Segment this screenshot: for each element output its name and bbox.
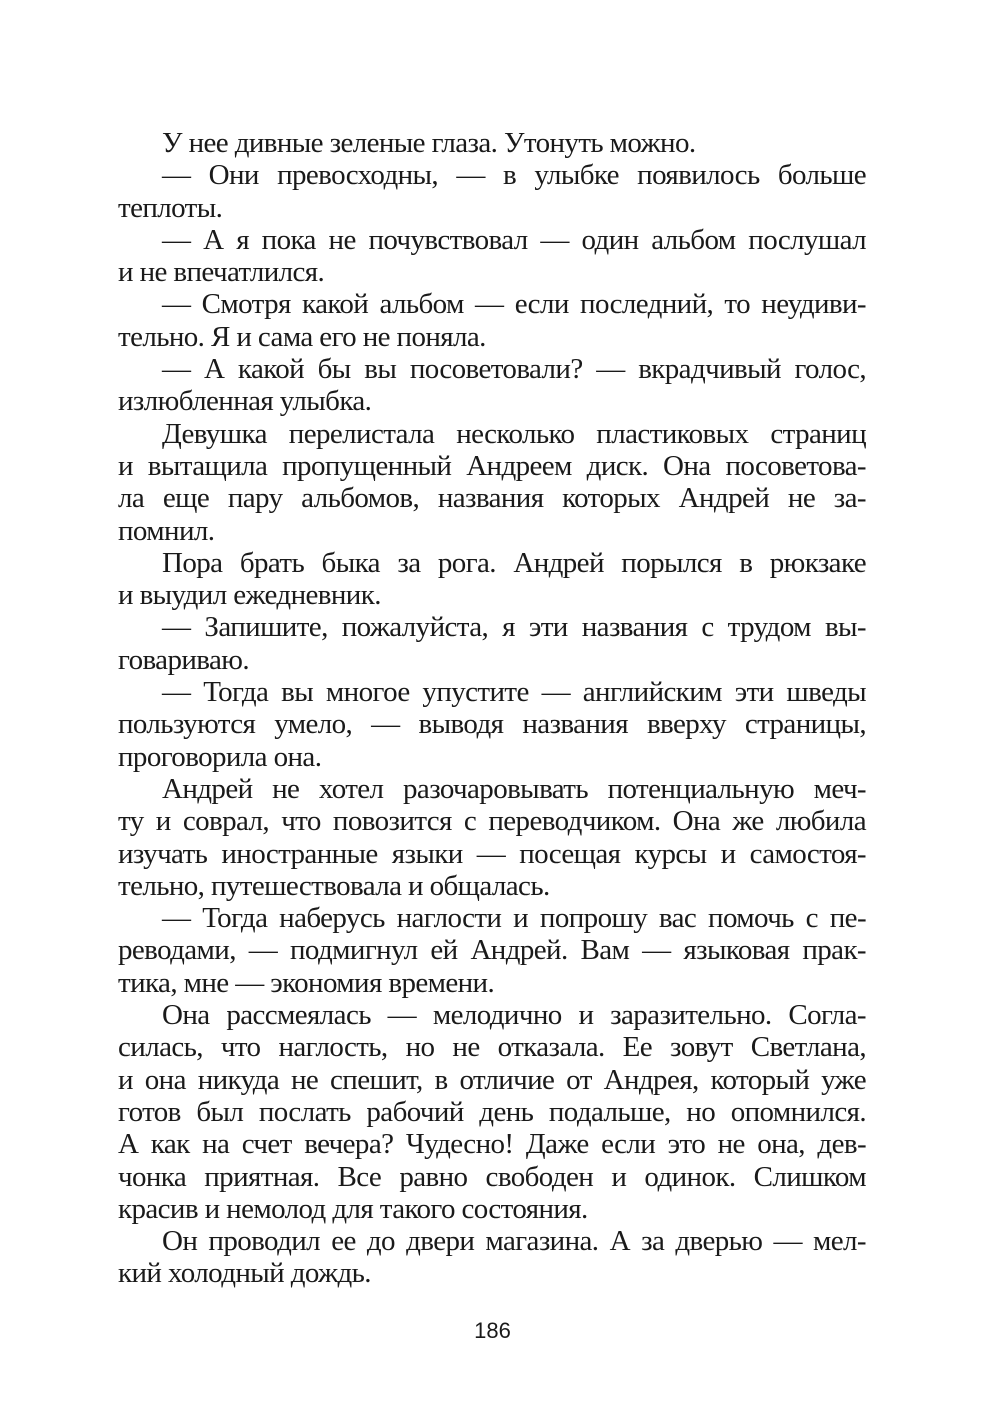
- text-line: Девушка перелистала несколько пластиковых страниц: [162, 417, 866, 450]
- text-line: ту и соврал, что повозится с переводчиком. Она же любила: [118, 805, 866, 838]
- body-text: [118, 127, 866, 1290]
- text-line: пользуются умело, — выводя названия вверху страницы,: [118, 708, 866, 741]
- text-line: тика, мне — экономия времени.: [118, 966, 495, 999]
- text-line: — Тогда наберусь наглости и попрошу вас помочь с пе-: [162, 902, 866, 935]
- text-line: — Запишите, пожалуйста, я эти названия с трудом вы-: [162, 611, 866, 644]
- text-line: А как на счет вечера? Чудесно! Даже если это не она, дев-: [118, 1128, 866, 1161]
- text-line: — Они превосходны, — в улыбке появилось больше: [162, 159, 866, 192]
- text-line: — А какой бы вы посоветовали? — вкрадчивый голос,: [162, 353, 866, 386]
- text-line: кий холодный дождь.: [118, 1257, 371, 1290]
- text-line: У нее дивные зеленые глаза. Утонуть можно.: [162, 127, 696, 159]
- text-line: говариваю.: [118, 643, 249, 676]
- text-line: изучать иностранные языки — посещая курсы и самостоя-: [118, 837, 866, 870]
- text-line: Андрей не хотел разочаровывать потенциальную меч-: [162, 772, 866, 805]
- text-line: силась, что наглость, но не отказала. Ее зовут Светлана,: [118, 1031, 866, 1064]
- text-line: красив и немолод для такого состояния.: [118, 1192, 588, 1225]
- text-line: и не впечатлился.: [118, 256, 325, 289]
- text-line: тельно. Я и сама его не поняла.: [118, 320, 486, 353]
- text-line: реводами, — подмигнул ей Андрей. Вам — языковая прак-: [118, 934, 866, 967]
- text-line: и вытащила пропущенный Андреем диск. Она посоветова-: [118, 449, 866, 482]
- text-line: и она никуда не спешит, в отличие от Андрея, который уже: [118, 1063, 866, 1096]
- text-line: — А я пока не почувствовал — один альбом послушал: [162, 223, 866, 256]
- text-line: проговорила она.: [118, 740, 322, 773]
- text-line: ла еще пару альбомов, названия которых Андрей не за-: [118, 482, 866, 515]
- text-line: излюбленная улыбка.: [118, 385, 372, 418]
- text-line: — Смотря какой альбом — если последний, то неудиви-: [162, 288, 866, 321]
- text-line: Пора брать быка за рога. Андрей порылся в рюкзаке: [162, 546, 866, 579]
- text-line: помнил.: [118, 514, 215, 547]
- text-line: тельно, путешествовала и общалась.: [118, 869, 550, 902]
- text-line: Он проводил ее до двери магазина. А за дверью — мел-: [162, 1225, 866, 1258]
- text-line: чонка приятная. Все равно свободен и одинок. Слишком: [118, 1160, 866, 1193]
- page-number: 186: [474, 1318, 511, 1343]
- text-line: Она рассмеялась — мелодично и заразительно. Согла-: [162, 999, 866, 1032]
- text-line: теплоты.: [118, 191, 223, 224]
- text-line: готов был послать рабочий день подальше, но опомнился.: [118, 1095, 866, 1128]
- text-line: — Тогда вы многое упустите — английским эти шведы: [162, 676, 866, 709]
- text-line: и выудил ежедневник.: [118, 579, 381, 612]
